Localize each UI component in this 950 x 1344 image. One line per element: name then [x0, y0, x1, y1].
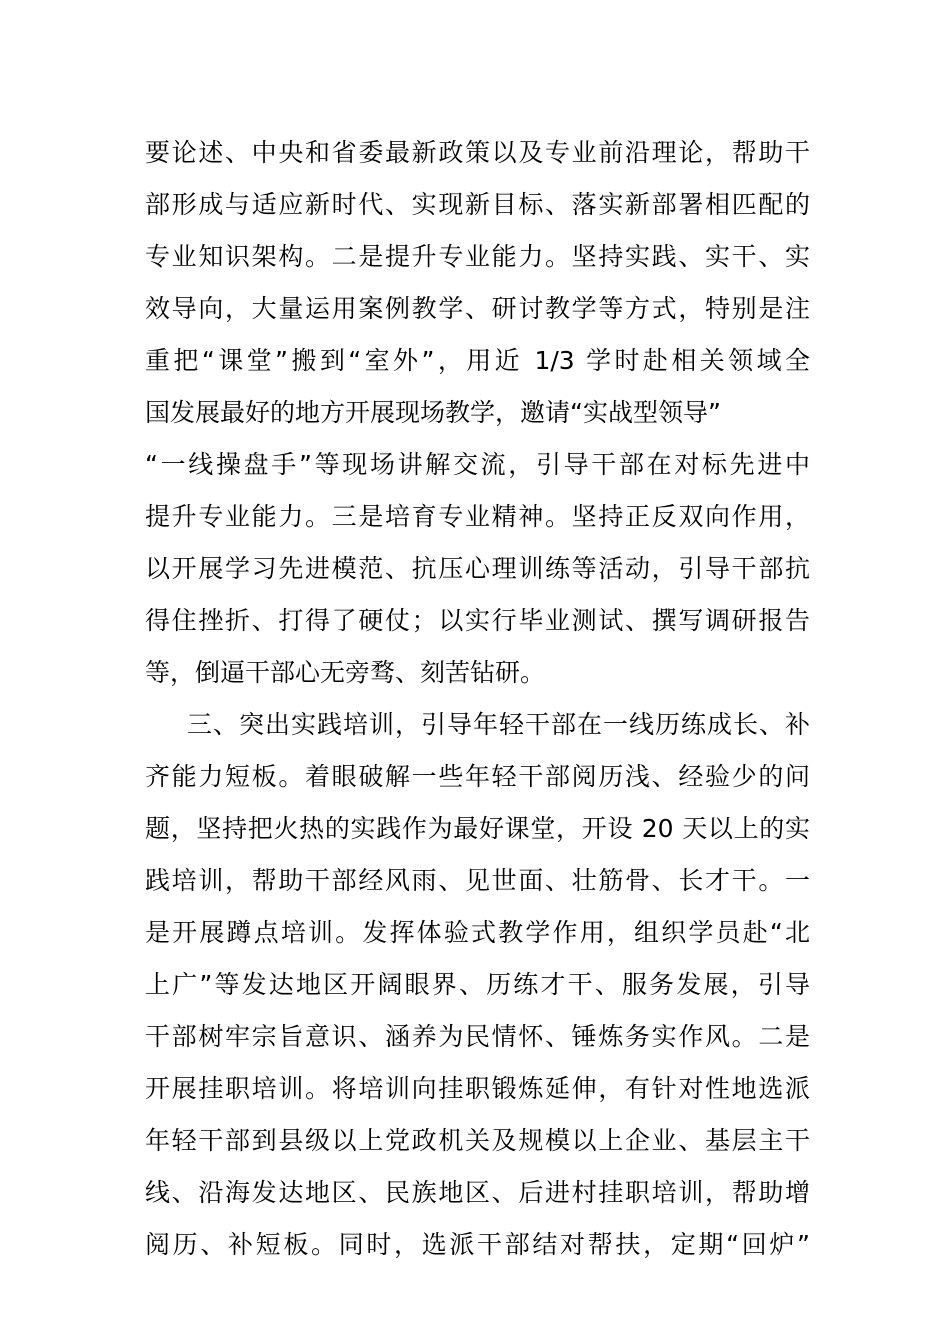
text-line: 国发展最好的地方开展现场教学，邀请“实战型领导”	[145, 398, 721, 427]
text-line: 要论述、中央和省委最新政策以及专业前沿理论，帮助干	[145, 138, 810, 167]
section-heading-line: 三、突出实践培训，引导年轻干部在一线历练成长、补	[187, 710, 810, 739]
text-line: 是开展蹲点培训。发挥体验式教学作用，组织学员赴“北	[145, 918, 810, 947]
text-line: 阅历、补短板。同时，选派干部结对帮扶，定期“回炉”	[145, 1230, 810, 1259]
text-line: 提升专业能力。三是培育专业精神。坚持正反双向作用，	[145, 502, 810, 531]
text-line: 专业知识架构。二是提升专业能力。坚持实践、实干、实	[145, 242, 810, 271]
body-text	[145, 127, 810, 1271]
text-line: 开展挂职培训。将培训向挂职锻炼延伸，有针对性地选派	[145, 1074, 810, 1103]
text-line: 干部树牢宗旨意识、涵养为民情怀、锤炼务实作风。二是	[145, 1022, 810, 1051]
text-line: 效导向，大量运用案例教学、研讨教学等方式，特别是注	[145, 294, 810, 323]
text-line: 题，坚持把火热的实践作为最好课堂，开设 20 天以上的实	[145, 814, 810, 843]
paragraph-end-line: 等，倒逼干部心无旁骛、刻苦钻研。	[145, 658, 546, 687]
text-line: 线、沿海发达地区、民族地区、后进村挂职培训，帮助增	[145, 1178, 810, 1207]
text-line: 年轻干部到县级以上党政机关及规模以上企业、基层主干	[145, 1126, 810, 1155]
text-line: 得住挫折、打得了硬仗；以实行毕业测试、撰写调研报告	[145, 606, 810, 635]
text-line: 践培训，帮助干部经风雨、见世面、壮筋骨、长才干。一	[145, 866, 810, 895]
text-line: 以开展学习先进模范、抗压心理训练等活动，引导干部抗	[145, 554, 810, 583]
text-line: “一线操盘手”等现场讲解交流，引导干部在对标先进中	[145, 450, 810, 479]
text-line: 部形成与适应新时代、实现新目标、落实新部署相匹配的	[145, 190, 810, 219]
text-line: 重把“课堂”搬到“室外”，用近 1/3 学时赴相关领域全	[145, 346, 810, 375]
text-line: 上广”等发达地区开阔眼界、历练才干、服务发展，引导	[145, 970, 810, 999]
text-line: 齐能力短板。着眼破解一些年轻干部阅历浅、经验少的问	[145, 762, 810, 791]
